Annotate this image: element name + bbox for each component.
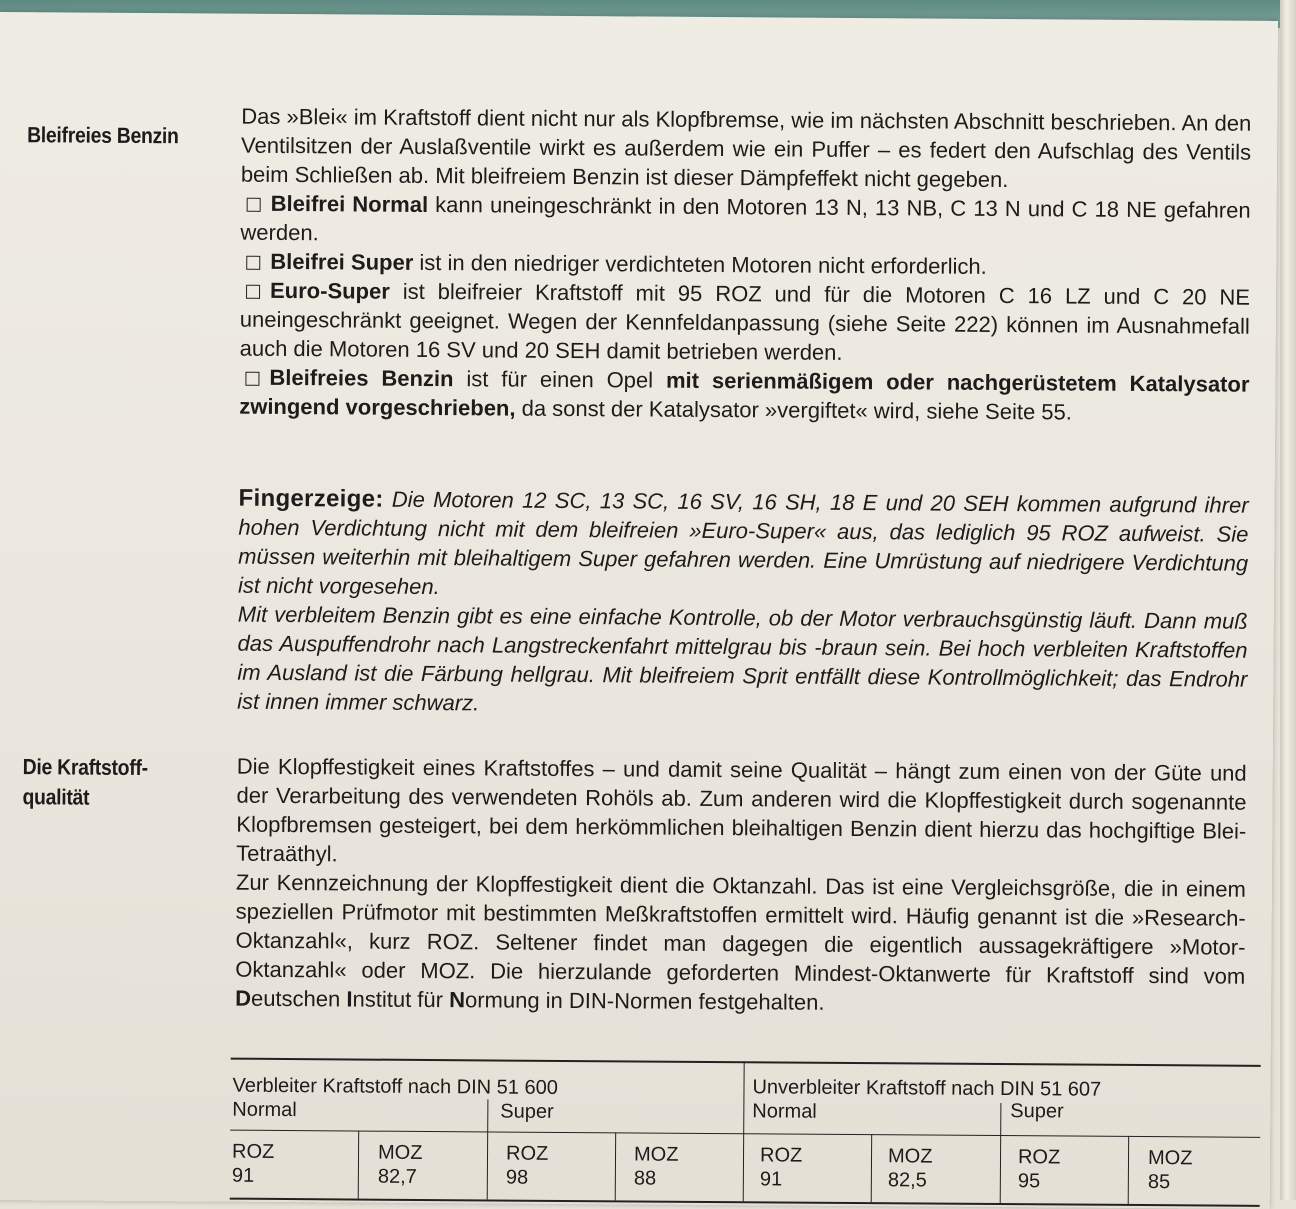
checkbox-square-icon [246,256,260,270]
table-group-header: Verbleiter Kraftstoff nach DIN 51 600 [232,1074,558,1099]
table-cell: MOZ 82,5 [887,1145,933,1192]
bullet-item: Bleifrei Super ist in den niedriger verdichteten Motoren nicht erforderlich. [240,247,1250,283]
table-cell: ROZ 98 [505,1142,549,1189]
fingerzeige-paragraph: Fingerzeige: Die Motoren 12 SC, 13 SC, 16 SV, 16 SH, 18 E und 20 SEH kommen aufgrund ihrer hohen Verdichtung nicht mit dem bleifreien »Euro-Super« aus, das lediglich 95 ROZ aufweist. Sie müssen weiterhin mit bleihaltigem Super gefahren werden. Eine Umrüstung auf niedrigere Verdichtung ist nicht vorgesehen. [237,484,1249,600]
checkbox-square-icon [246,285,260,299]
bullet-item: Bleifrei Normal kann uneingeschränkt in den Motoren 13 N, 13 NB, C 13 N und C 18 NE gefahren werden. [240,190,1251,246]
section-bleifreies-benzin [239,102,1251,428]
table-group-header: Unverbleiter Kraftstoff nach DIN 51 607 [752,1076,1102,1101]
quality-paragraph-1: Die Klopffestigkeit eines Kraftstoffes – und damit seine Qualität – hängt zum einen von der Güte und der Verarbeitung des verwendeten Rohöls ab. Zum anderen wird die Klopffestigkeit durch sogenannte Klopfbremsen gesteigert, bei dem herkömmlichen bleihaltigen Benzin dient hierzu das hochgiftige Blei-Tetraäthyl. [236,753,1247,867]
table-subheader: Normal [232,1098,297,1122]
table-subheader: Normal [752,1100,817,1123]
table-cell: ROZ 95 [1017,1146,1061,1193]
table-cell: ROZ 91 [231,1140,275,1187]
checkbox-square-icon [247,198,261,212]
bullet-item: Euro-Super ist bleifreier Kraftstoff mit 95 ROZ und für die Motoren C 16 LZ und C 20 NE uneingeschränkt geeignet. Wegen der Kennfeldanpassung (siehe Seite 222) können im Ausnahmefall auch die Motoren 16 SV und 20 SEH damit betrieben werden. [239,277,1251,365]
table-cell: MOZ 85 [1147,1147,1193,1194]
bullet-item: Bleifreies Benzin ist für einen Opel mit serienmäßigem oder nachgerüstetem Katalysator zwingend vorgeschrieben, da sonst der Katalysator »vergiftet« wird, siehe Seite 55. [239,364,1250,425]
fingerzeige-paragraph-2: Mit verbleitem Benzin gibt es eine einfache Kontrolle, ob der Motor verbrauchsgünstig läuft. Dann muß das Auspuffendrohr nach Langstreckenfahrt mittelgrau bis -braun sein. Bei hoch verbleiten Kraftstoffen im Ausland ist die Färbung hellgrau. Mit bleifreiem Sprit entfällt diese Kontrollmöglichkeit; das Endrohr ist innen immer schwarz. [237,601,1248,716]
checkbox-square-icon [245,372,259,386]
table-subheader: Super [1010,1100,1064,1123]
fingerzeige-title: Fingerzeige: [238,484,384,513]
table-cell: ROZ 91 [759,1144,803,1191]
quality-paragraph-2: Zur Kennzeichnung der Klopffestigkeit dient die Oktanzahl. Das ist eine Vergleichsgröße, die in einem speziellen Prüfmotor mit bestimmten Meßkraftstoffen ermittelt wird. Häufig genannt ist die »Research-Oktanzahl«, kurz ROZ. Seltener findet man dagegen die eigentlich aussagekräftigere »Motor-Oktanzahl« oder MOZ. Die hierzulande geforderten Mindest-Oktanwerte für Kraftstoff sind vom Deutschen Institut für Normung in DIN-Normen festgehalten. [235,869,1246,1015]
octane-table [231,1058,1261,1194]
table-subheader: Super [500,1100,554,1123]
fingerzeige-box [237,484,1249,723]
table-cell: MOZ 82,7 [377,1141,423,1188]
section-kraftstoffqualitaet [235,752,1247,1020]
intro-paragraph: Das »Blei« im Kraftstoff dient nicht nur als Klopfbremse, wie im nächsten Abschnitt beschrieben. An den Ventilsitzen der Auslaßventile wirkt es außerdem wie ein Puffer – es federt den Aufschlag des Ventils beim Schließen ab. Mit bleifreiem Benzin ist dieser Dämpfeffekt nicht gegeben. [240,103,1252,193]
heading-kraftstoffqualitaet: Die Kraftstoff- qualität [22,754,148,810]
page-edge [1280,0,1296,1200]
table-cell: MOZ 88 [633,1143,679,1190]
heading-bleifreies-benzin: Bleifreies Benzin [27,122,179,149]
book-page [0,12,1278,1209]
